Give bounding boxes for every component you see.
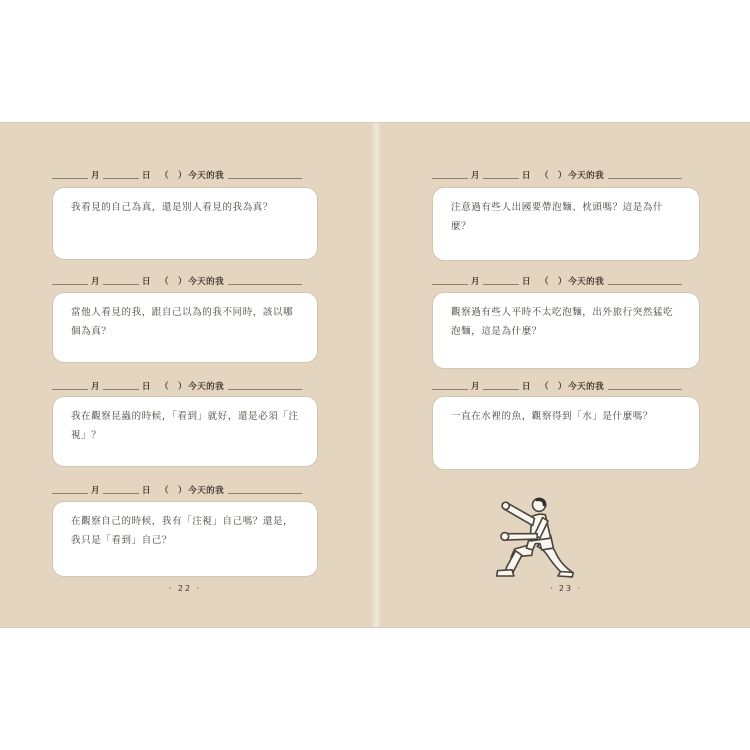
paren-close: ） <box>558 170 568 181</box>
date-header <box>52 275 318 286</box>
day-blank-line <box>483 283 519 285</box>
paren-open: （ <box>540 381 550 392</box>
page-left <box>52 123 318 627</box>
paren-open: （ <box>540 276 550 287</box>
paren-close: ） <box>558 276 568 287</box>
day-label: 日 <box>522 381 532 392</box>
paren-open: （ <box>160 170 170 181</box>
question-text: 我在觀察昆蟲的時候，「看到」就好，還是必須「注視」？ <box>71 411 299 441</box>
header-blank-line <box>608 388 682 390</box>
question-text: 我看見的自己為真，還是別人看見的我為真？ <box>71 202 274 213</box>
month-label: 月 <box>91 276 101 287</box>
paren-close: ） <box>558 381 568 392</box>
question-box <box>52 396 318 467</box>
month-label: 月 <box>91 485 101 496</box>
header-blank-line <box>228 492 302 494</box>
date-header <box>52 484 318 495</box>
question-text: 注意過有些人出國要帶泡麵、枕頭嗎？這是為什麼？ <box>451 202 664 232</box>
header-blank-line <box>228 177 302 179</box>
paren-close: ） <box>178 485 188 496</box>
header-blank-line <box>228 283 302 285</box>
page-number: · 23 · <box>549 584 583 593</box>
day-blank-line <box>483 388 519 390</box>
paren-open: （ <box>160 276 170 287</box>
day-label: 日 <box>142 381 152 392</box>
question-box <box>52 501 318 577</box>
month-blank-line <box>432 177 468 179</box>
month-blank-line <box>432 283 468 285</box>
question-box <box>432 292 700 369</box>
month-label: 月 <box>91 170 101 181</box>
day-label: 日 <box>522 170 532 181</box>
figure-rear-fist <box>501 533 509 541</box>
date-header <box>52 380 318 391</box>
month-blank-line <box>52 283 88 285</box>
book-spread <box>0 122 750 628</box>
figure-front-fist <box>502 502 509 509</box>
today-me-label: 今天的我 <box>568 276 605 287</box>
paren-open: （ <box>160 485 170 496</box>
day-blank-line <box>103 177 139 179</box>
figure-front-foot <box>497 570 514 576</box>
paren-close: ） <box>178 381 188 392</box>
month-label: 月 <box>471 381 481 392</box>
question-box <box>52 187 318 260</box>
book-gutter <box>371 123 381 627</box>
header-blank-line <box>228 388 302 390</box>
header-blank-line <box>608 283 682 285</box>
question-text: 當他人看見的我，跟自己以為的我不同時，該以哪個為真？ <box>71 307 294 337</box>
lunging-person-illustration <box>494 495 584 585</box>
month-blank-line <box>52 177 88 179</box>
question-text: 在觀察自己的時候，我有「注視」自己嗎？還是，我只是「看到」自己？ <box>71 516 294 546</box>
day-blank-line <box>103 492 139 494</box>
date-header <box>432 380 700 391</box>
paren-open: （ <box>540 170 550 181</box>
today-me-label: 今天的我 <box>188 485 225 496</box>
question-text: 一直在水裡的魚，觀察得到「水」是什麼嗎？ <box>451 411 654 422</box>
month-label: 月 <box>91 381 101 392</box>
question-box <box>432 187 700 261</box>
date-header <box>52 169 318 180</box>
month-blank-line <box>432 388 468 390</box>
day-blank-line <box>483 177 519 179</box>
page-number: · 22 · <box>168 584 202 593</box>
today-me-label: 今天的我 <box>568 170 605 181</box>
month-blank-line <box>52 492 88 494</box>
date-header <box>432 275 700 286</box>
paren-close: ） <box>178 170 188 181</box>
paren-close: ） <box>178 276 188 287</box>
today-me-label: 今天的我 <box>188 170 225 181</box>
today-me-label: 今天的我 <box>188 276 225 287</box>
day-blank-line <box>103 388 139 390</box>
question-box <box>52 292 318 363</box>
header-blank-line <box>608 177 682 179</box>
day-label: 日 <box>142 276 152 287</box>
day-label: 日 <box>142 485 152 496</box>
month-label: 月 <box>471 170 481 181</box>
question-box <box>432 396 700 470</box>
today-me-label: 今天的我 <box>568 381 605 392</box>
question-text: 觀察過有些人平時不太吃泡麵，出外旅行突然猛吃泡麵，這是為什麼？ <box>451 307 674 337</box>
figure-rear-forearm <box>506 534 538 540</box>
day-blank-line <box>103 283 139 285</box>
month-blank-line <box>52 388 88 390</box>
paren-open: （ <box>160 381 170 392</box>
figure-back-foot <box>558 572 573 577</box>
month-label: 月 <box>471 276 481 287</box>
today-me-label: 今天的我 <box>188 381 225 392</box>
page-right <box>432 123 700 627</box>
day-label: 日 <box>142 170 152 181</box>
date-header <box>432 169 700 180</box>
day-label: 日 <box>522 276 532 287</box>
